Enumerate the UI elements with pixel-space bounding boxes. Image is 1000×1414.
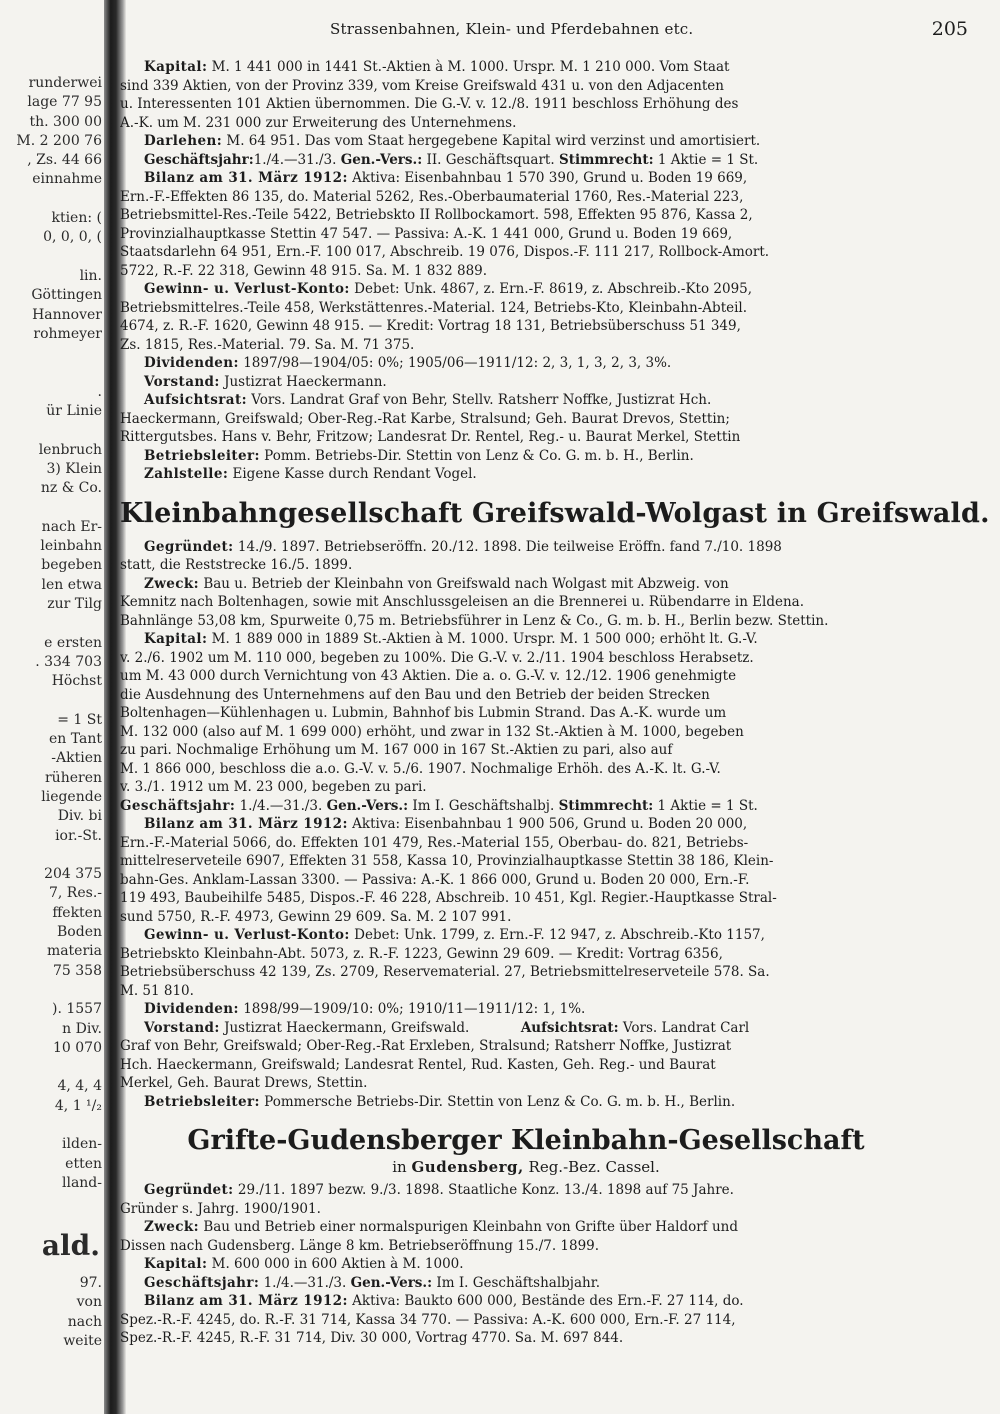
adjacent-page-line: nach Er- xyxy=(41,518,102,535)
kapital-text: M. 1 889 000 in 1889 St.-Aktien à M. 1000. Urspr. M. 1 500 000; erhöht lt. G.-V. xyxy=(211,631,758,647)
darlehen-label: Darlehen: xyxy=(144,133,223,149)
adjacent-page-line: rüheren xyxy=(44,769,102,786)
zweck-text: Bau u. Betrieb der Kleinbahn von Greifswald nach Wolgast mit Abzweig. von xyxy=(203,575,729,592)
aufsichtsrat-text: Graf von Behr, Greifswald; Ober-Reg.-Rat Erxleben, Stralsund; Ratsherr Noffke, Justizrat xyxy=(120,1038,732,1054)
darlehen-text: M. 64 951. Das vom Staat hergegebene Kapital wird verzinst und amortisiert. xyxy=(226,133,761,149)
company-title: Grifte-Gudensberger Kleinbahn-Gesellschaft xyxy=(187,1125,865,1156)
gen-vers-label: Gen.-Vers.: xyxy=(340,151,423,168)
gegruendet-text: statt, die Reststrecke 16./5. 1899. xyxy=(120,557,353,573)
zweck-text: Bahnlänge 53,08 km, Spurweite 0,75 m. Betriebsführer in Lenz & Co., G. m. b. H., Berlin bezw. Stettin. xyxy=(120,612,829,629)
betriebsleiter-text: Pomm. Betriebs-Dir. Stettin von Lenz & Co. G. m. b. H., Berlin. xyxy=(264,447,694,464)
adjacent-page-line: th. 300 00 xyxy=(29,113,102,130)
page-content xyxy=(120,58,990,1348)
adjacent-page-line: etten xyxy=(65,1155,102,1172)
kapital-text: sind 339 Aktien, von der Provinz 339, vom Kreise Greifswald 431 u. von den Adjacenten xyxy=(120,77,724,94)
adjacent-page-line xyxy=(16,363,102,382)
dividenden-text: 1898/99—1909/10: 0%; 1910/11—1911/12: 1, 1%. xyxy=(243,1001,586,1017)
adjacent-page-line: Boden xyxy=(57,924,102,941)
bilanz-text: Aktiva: Eisenbahnbau 1 900 506, Grund u. Boden 20 000, xyxy=(352,816,748,832)
aufsichtsrat-text: Rittergutsbes. Hans v. Behr, Fritzow; Landesrat Dr. Rentel, Reg.- u. Baurat Merkel, Stettin xyxy=(120,429,741,445)
bilanz-text: 119 493, Baubeihilfe 5485, Dispos.-F. 46 228, Abschreib. 10 451, Kgl. Regier.-Hauptkasse Stral- xyxy=(120,890,777,906)
adjacent-page-line: en Tant xyxy=(49,731,102,748)
stimmrecht-label: Stimmrecht: xyxy=(558,151,654,168)
adjacent-page-line xyxy=(16,981,102,1000)
adjacent-page-tail-lines xyxy=(63,1274,102,1351)
location-region: Reg.-Bez. Cassel. xyxy=(528,1158,660,1176)
kapital-text: M. 132 000 (also auf M. 1 699 000) erhöht, und zwar in 132 St.-Aktien à M. 1000, begeben xyxy=(120,723,744,740)
guv-text: Debet: Unk. 4867, z. Ern.-F. 8619, z. Abschreib.-Kto 2095, xyxy=(354,281,753,297)
adjacent-page-line: ktien: ( xyxy=(51,210,102,227)
aufsichtsrat-text: Hch. Haeckermann, Greifswald; Landesrat Rentel, Rud. Kasten, Geh. Reg.- und Baurat xyxy=(120,1056,716,1073)
adjacent-page-line: 97. xyxy=(79,1275,102,1291)
running-title: Strassenbahnen, Klein- und Pferdebahnen etc. xyxy=(330,20,694,38)
adjacent-page-line xyxy=(16,421,102,440)
gen-vers-label: Gen.-Vers.: xyxy=(326,797,409,814)
zweck-text: Kemnitz nach Boltenhagen, sowie mit Anschlussgeleisen an die Brennerei u. Rübendarre in Eldena. xyxy=(120,594,805,610)
adjacent-page-line: Göttingen xyxy=(31,287,102,304)
section-continuation xyxy=(120,58,932,484)
gegruendet-label: Gegründet: xyxy=(144,1182,234,1198)
aufsichtsrat-label: Aufsichtsrat: xyxy=(144,392,247,408)
adjacent-page-line: lenbruch xyxy=(38,441,102,458)
zahlstelle-text: Eigene Kasse durch Rendant Vogel. xyxy=(232,466,477,482)
adjacent-page-line: . 334 703 xyxy=(35,653,102,670)
bilanz-text: 5722, R.-F. 22 318, Gewinn 48 915. Sa. M. 1 832 889. xyxy=(120,262,488,279)
kapital-label: Kapital: xyxy=(144,631,208,647)
gen-vers-text: Im I. Geschäftshalbjahr. xyxy=(436,1274,600,1291)
aufsichtsrat-text: Merkel, Geh. Baurat Drews, Stettin. xyxy=(120,1075,368,1091)
adjacent-page-line: materia xyxy=(46,943,102,960)
adjacent-page-line: 75 358 xyxy=(53,962,102,979)
stimmrecht-label: Stimmrecht: xyxy=(558,797,654,814)
bilanz-text: Ern.-F.-Effekten 86 135, do. Material 5262, Res.-Oberbaumaterial 1760, Res.-Material 223, xyxy=(120,188,744,205)
adjacent-page-line: nach xyxy=(67,1313,102,1330)
gen-vers-text: II. Geschäftsquart. xyxy=(426,151,555,168)
adjacent-page-line: 4, 1 ¹/₂ xyxy=(54,1097,102,1114)
adjacent-page-line xyxy=(16,692,102,711)
guv-text: 4674, z. R.-F. 1620, Gewinn 48 915. — Kredit: Vortrag 18 131, Betriebsüberschuss 51 349, xyxy=(120,318,741,334)
guv-text: Betriebskto Kleinbahn-Abt. 5073, z. R.-F. 1223, Gewinn 29 609. — Kredit: Vortrag 6356, xyxy=(120,945,723,962)
adjacent-page-line: runderwei xyxy=(28,75,102,91)
adjacent-page-line: len etwa xyxy=(41,576,102,593)
vorstand-text: Justizrat Haeckermann. xyxy=(224,373,387,390)
bilanz-text: Provinzialhauptkasse Stettin 47 547. — Passiva: A.-K. 1 441 000, Grund u. Boden 19 669, xyxy=(120,225,733,242)
bilanz-text: Staatsdarlehn 64 951, Ern.-F. 100 017, Abschreib. 19 076, Dispos.-F. 111 217, Rollbock-Amort. xyxy=(120,244,770,260)
adjacent-page-line: begeben xyxy=(41,557,102,574)
adjacent-page-line: . xyxy=(97,383,102,400)
adjacent-page-line: 4, 4, 4 xyxy=(57,1078,102,1095)
adjacent-page-line: , Zs. 44 66 xyxy=(27,152,102,169)
adjacent-page-line: lland- xyxy=(61,1174,102,1191)
adjacent-page-line: M. 2 200 76 xyxy=(16,132,102,149)
vorstand-label: Vorstand: xyxy=(144,1019,220,1036)
adjacent-page-line: 0, 0, 0, ( xyxy=(43,229,102,246)
location-place: Gudensberg, xyxy=(411,1158,524,1176)
bilanz-text: Spez.-R.-F. 4245, R.-F. 31 714, Div. 30 000, Vortrag 4770. Sa. M. 697 844. xyxy=(120,1330,624,1346)
zweck-text: Bau und Betrieb einer normalspurigen Kleinbahn von Grifte über Haldorf und xyxy=(203,1219,738,1235)
aufsichtsrat-text: Vors. Landrat Carl xyxy=(622,1019,750,1036)
stimmrecht-text: 1 Aktie = 1 St. xyxy=(657,797,758,814)
adjacent-page-line: von xyxy=(76,1294,102,1311)
kapital-text: zu pari. Nochmalige Erhöhung um M. 167 000 in 167 St.-Aktien zu pari, also auf xyxy=(120,742,673,758)
dividenden-text: 1897/98—1904/05: 0%; 1905/06—1911/12: 2, 3, 1, 3, 2, 3, 3%. xyxy=(243,355,672,371)
kapital-text: die Ausdehnung des Unternehmens auf den Bau und den Betrieb der beiden Strecken xyxy=(120,686,710,703)
bilanz-text: sund 5750, R.-F. 4973, Gewinn 29 609. Sa. M. 2 107 991. xyxy=(120,908,512,925)
adjacent-page-line: ). 1557 xyxy=(52,1001,102,1018)
adjacent-page-line: 3) Klein xyxy=(46,460,102,477)
adjacent-page-line: = 1 St xyxy=(57,711,102,728)
geschaeftsjahr-text: 1./4.—31./3. xyxy=(239,797,323,814)
adjacent-page-line xyxy=(16,248,102,267)
page-number: 205 xyxy=(931,18,968,40)
book-page xyxy=(120,0,990,1414)
adjacent-page-line: -Aktien xyxy=(51,750,102,767)
bilanz-text: Spez.-R.-F. 4245, do. R.-F. 31 714, Kassa 34 770. — Passiva: A.-K. 600 000, Ern.-F. 27 114, xyxy=(120,1311,736,1328)
dividenden-label: Dividenden: xyxy=(144,1001,239,1017)
kapital-text: Boltenhagen—Kühlenhagen u. Lubmin, Bahnhof bis Lubmin Strand. Das A.-K. wurde um xyxy=(120,705,727,721)
adjacent-page-line: einnahme xyxy=(32,171,102,188)
bilanz-text: Ern.-F.-Material 5066, do. Effekten 101 479, Res.-Material 155, Oberbau- do. 821, Betriebs- xyxy=(120,834,749,851)
geschaeftsjahr-text: 1./4.—31./3. xyxy=(253,151,337,168)
adjacent-page-line: Div. bi xyxy=(57,808,102,825)
guv-text: Betriebsmittelres.-Teile 458, Werkstättenres.-Material. 124, Betriebs-Kto, Kleinbahn-Abteil. xyxy=(120,299,748,316)
betriebsleiter-label: Betriebsleiter: xyxy=(144,1093,260,1110)
adjacent-page-line: n Div. xyxy=(62,1020,102,1037)
bilanz-text: Betriebsmittel-Res.-Teile 5422, Betriebskto II Rollbockamort. 598, Effekten 95 876, Kassa 2, xyxy=(120,207,753,223)
adjacent-page-line: ffekten xyxy=(52,904,102,921)
adjacent-page-line xyxy=(16,190,102,209)
adjacent-page-lines xyxy=(16,74,102,1193)
guv-text: M. 51 810. xyxy=(120,982,194,999)
adjacent-page-line xyxy=(16,1116,102,1135)
geschaeftsjahr-label: Geschäftsjahr: xyxy=(144,1274,260,1291)
adjacent-page-line: lage 77 95 xyxy=(27,94,102,111)
kapital-text: A.-K. um M. 231 000 zur Erweiterung des Unternehmens. xyxy=(120,114,517,131)
guv-label: Gewinn- u. Verlust-Konto: xyxy=(144,281,350,297)
bilanz-label: Bilanz am 31. März 1912: xyxy=(144,170,348,186)
gen-vers-label: Gen.-Vers.: xyxy=(350,1274,433,1291)
geschaeftsjahr-label: Geschäftsjahr: xyxy=(144,151,254,168)
location-prefix: in xyxy=(392,1158,407,1176)
adjacent-page-line xyxy=(16,1058,102,1077)
bilanz-label: Bilanz am 31. März 1912: xyxy=(144,1293,348,1309)
company-title: Kleinbahngesellschaft Greifswald-Wolgast in Greifswald. xyxy=(120,497,990,529)
betriebsleiter-label: Betriebsleiter: xyxy=(144,447,260,464)
zweck-label: Zweck: xyxy=(144,1219,200,1235)
adjacent-page-line: 7, Res.- xyxy=(49,885,102,902)
adjacent-page-line: 10 070 xyxy=(53,1039,102,1056)
gen-vers-text: Im I. Geschäftshalbj. xyxy=(412,797,555,814)
kapital-text: v. 2./6. 1902 um M. 110 000, begeben zu 100%. Die G.-V. v. 2./11. 1904 beschloss Herabsetz. xyxy=(120,649,754,666)
geschaeftsjahr-text: 1./4.—31./3. xyxy=(263,1274,347,1291)
kapital-label: Kapital: xyxy=(144,1256,208,1272)
zweck-text: Dissen nach Gudensberg. Länge 8 km. Betriebseröffnung 15./7. 1899. xyxy=(120,1237,600,1254)
adjacent-page-line: Höchst xyxy=(51,673,102,690)
company-entry xyxy=(120,1181,932,1348)
bilanz-text: Aktiva: Baukto 600 000, Bestände des Ern.-F. 27 114, do. xyxy=(352,1293,744,1309)
bilanz-label: Bilanz am 31. März 1912: xyxy=(144,816,348,832)
adjacent-page-line: zur Tilg xyxy=(47,596,102,613)
geschaeftsjahr-label: Geschäftsjahr: xyxy=(120,797,236,814)
company-location xyxy=(120,1157,932,1177)
stimmrecht-text: 1 Aktie = 1 St. xyxy=(657,151,759,168)
adjacent-page-line: 204 375 xyxy=(44,866,102,883)
adjacent-page-fragment xyxy=(0,0,110,1414)
guv-label: Gewinn- u. Verlust-Konto: xyxy=(144,927,350,943)
adjacent-page-line xyxy=(16,499,102,518)
gegruendet-label: Gegründet: xyxy=(144,538,234,555)
kapital-label: Kapital: xyxy=(144,59,208,75)
kapital-text: M. 600 000 in 600 Aktien à M. 1000. xyxy=(211,1256,464,1272)
adjacent-page-line: Hannover xyxy=(32,306,102,323)
gegruendet-text: Gründer s. Jahrg. 1900/1901. xyxy=(120,1200,321,1217)
adjacent-page-line: nz & Co. xyxy=(40,480,102,497)
adjacent-page-line: weite xyxy=(63,1332,102,1349)
adjacent-page-line: ior.-St. xyxy=(55,827,102,844)
gegruendet-text: 14./9. 1897. Betriebseröffn. 20./12. 1898. Die teilweise Eröffn. fand 7./10. 1898 xyxy=(237,538,782,555)
kapital-text: v. 3./1. 1912 um M. 23 000, begeben zu pari. xyxy=(120,779,427,795)
vorstand-label: Vorstand: xyxy=(144,373,220,390)
adjacent-page-line xyxy=(16,614,102,633)
bilanz-text: mittelreserveteile 6907, Effekten 31 558, Kassa 10, Provinzialhauptkasse Stettin 38 186, Klein- xyxy=(120,853,774,869)
vorstand-text: Justizrat Haeckermann, Greifswald. xyxy=(224,1019,470,1036)
kapital-text: M. 1 866 000, beschloss die a.o. G.-V. v. 5./6. 1907. Nochmalige Erhöh. des A.-K. lt. G.-V. xyxy=(120,760,721,777)
bilanz-text: bahn-Ges. Anklam-Lassan 3300. — Passiva: A.-K. 1 866 000, Grund u. Boden 20 000, Ern.-F. xyxy=(120,871,750,888)
guv-text: Zs. 1815, Res.-Material. 79. Sa. M. 71 375. xyxy=(120,336,415,353)
zahlstelle-label: Zahlstelle: xyxy=(144,466,229,482)
kapital-text: um M. 43 000 durch Vernichtung von 43 Aktien. Die a. o. G.-V. v. 12./12. 1906 genehmigte xyxy=(120,668,737,684)
gegruendet-text: 29./11. 1897 bezw. 9./3. 1898. Staatliche Konz. 13./4. 1898 auf 75 Jahre. xyxy=(237,1182,734,1198)
kapital-text: M. 1 441 000 in 1441 St.-Aktien à M. 1000. Urspr. M. 1 210 000. Vom Staat xyxy=(211,59,730,75)
adjacent-page-line: ür Linie xyxy=(46,403,102,420)
adjacent-page-line: ilden- xyxy=(62,1136,102,1153)
page-header xyxy=(120,18,968,44)
guv-text: Betriebsüberschuss 42 139, Zs. 2709, Reservematerial. 27, Betriebsmittelreserveteile 578. Sa. xyxy=(120,964,770,980)
adjacent-page-line: e ersten xyxy=(44,634,102,651)
aufsichtsrat-text: Vors. Landrat Graf von Behr, Stellv. Ratsherr Noffke, Justizrat Hch. xyxy=(251,392,712,408)
bilanz-text: Aktiva: Eisenbahnbau 1 570 390, Grund u. Boden 19 669, xyxy=(352,170,748,186)
betriebsleiter-text: Pommersche Betriebs-Dir. Stettin von Lenz & Co. G. m. b. H., Berlin. xyxy=(264,1093,736,1110)
adjacent-page-line: lin. xyxy=(79,267,102,284)
kapital-text: u. Interessenten 101 Aktien übernommen. Die G.-V. v. 12./8. 1911 beschloss Erhöhung des xyxy=(120,96,739,112)
adjacent-page-line xyxy=(16,846,102,865)
aufsichtsrat-label: Aufsichtsrat: xyxy=(520,1019,619,1036)
zweck-label: Zweck: xyxy=(144,575,200,592)
guv-text: Debet: Unk. 1799, z. Ern.-F. 12 947, z. Abschreib.-Kto 1157, xyxy=(354,927,765,943)
aufsichtsrat-text: Haeckermann, Greifswald; Ober-Reg.-Rat Karbe, Stralsund; Geh. Baurat Drevos, Stettin; xyxy=(120,410,730,427)
adjacent-page-line: liegende xyxy=(41,788,102,805)
dividenden-label: Dividenden: xyxy=(144,355,239,371)
adjacent-page-line: rohmeyer xyxy=(33,325,102,342)
adjacent-page-line xyxy=(16,344,102,363)
company-entry xyxy=(120,538,932,1112)
adjacent-page-line: leinbahn xyxy=(40,538,102,555)
adjacent-page-heading-fragment: ald. xyxy=(41,1229,100,1262)
